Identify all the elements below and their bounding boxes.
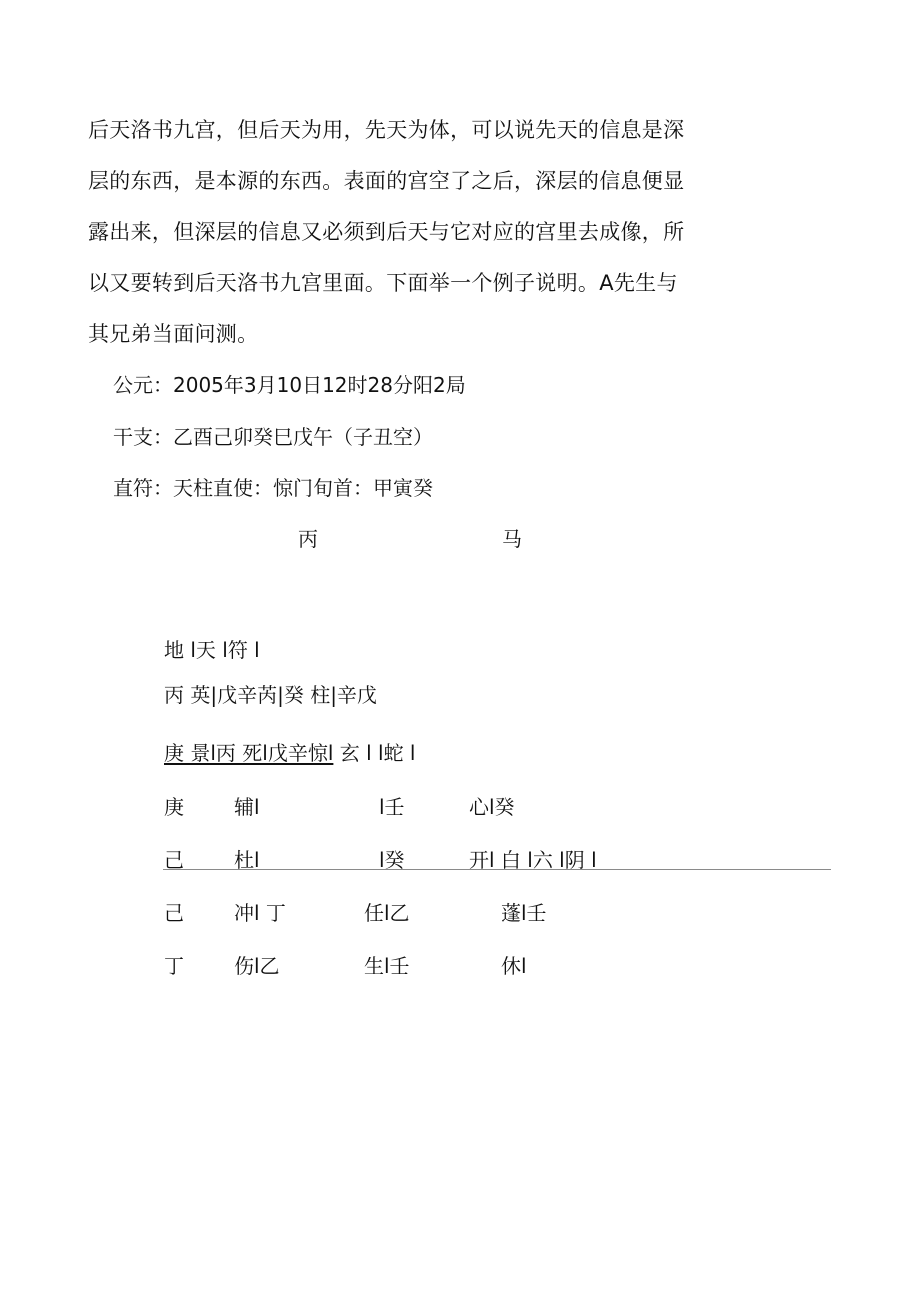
paragraph-line-5: 其兄弟当面问测。 — [88, 322, 259, 346]
chart-row-4-col-4: 心l癸 — [469, 795, 515, 819]
date-line: 公元：2005年3月10日12时28分阳2局 — [113, 373, 466, 397]
chart-row-6-col-2: 冲l 丁 — [234, 901, 286, 925]
paragraph-line-4: 以又要转到后天洛书九宫里面。下面举一个例子说明。A先生与 — [88, 271, 678, 295]
chart-top-left: 丙 — [298, 527, 318, 551]
chart-row-4-col-2: 辅l — [234, 795, 260, 819]
chart-row-4-col-1: 庚 — [164, 795, 184, 819]
chart-top-right: 马 — [502, 527, 522, 551]
chart-row-7-col-1: 丁 — [164, 954, 184, 978]
chart-row-6-col-4: 蓬l壬 — [501, 901, 547, 925]
chart-row-7-col-4: 休l — [501, 954, 527, 978]
paragraph-line-3: 露出来，但深层的信息又必须到后天与它对应的宫里去成像，所 — [88, 220, 685, 244]
chart-row-1: 地 l天 l符 l — [164, 638, 260, 662]
chart-row-7-col-3: 生l壬 — [364, 954, 410, 978]
chart-divider-rule — [163, 869, 831, 870]
chart-row-3-underlined: 庚 景l丙 死l戊辛惊l — [164, 741, 334, 765]
paragraph-line-1: 后天洛书九宫，但后天为用，先天为体，可以说先天的信息是深 — [88, 118, 685, 142]
chart-row-7-col-2: 伤l乙 — [234, 954, 280, 978]
chart-row-6-col-1: 己 — [164, 901, 184, 925]
chart-row-3-rest: 玄 l l蛇 l — [333, 741, 416, 765]
paragraph-line-2: 层的东西，是本源的东西。表面的宫空了之后，深层的信息便显 — [88, 169, 685, 193]
chart-row-6-col-3: 任l乙 — [364, 901, 410, 925]
chart-row-3 — [164, 740, 416, 766]
chart-row-4-col-3: l壬 — [379, 795, 405, 819]
chart-row-5-col-3: l癸 — [379, 848, 405, 872]
chart-row-5-col-4: 开l 白 l六 l阴 l — [469, 848, 597, 872]
ganzhi-line: 干支：乙酉己卯癸巳戊午（子丑空） — [113, 425, 433, 449]
chart-row-5-col-2: 杜l — [234, 848, 260, 872]
chart-row-2: 丙 英|戊辛芮|癸 柱|辛戊 — [164, 683, 377, 707]
zhifu-line: 直符：天柱直使：惊门旬首：甲寅癸 — [113, 476, 433, 500]
chart-row-5-col-1: 己 — [164, 848, 184, 872]
